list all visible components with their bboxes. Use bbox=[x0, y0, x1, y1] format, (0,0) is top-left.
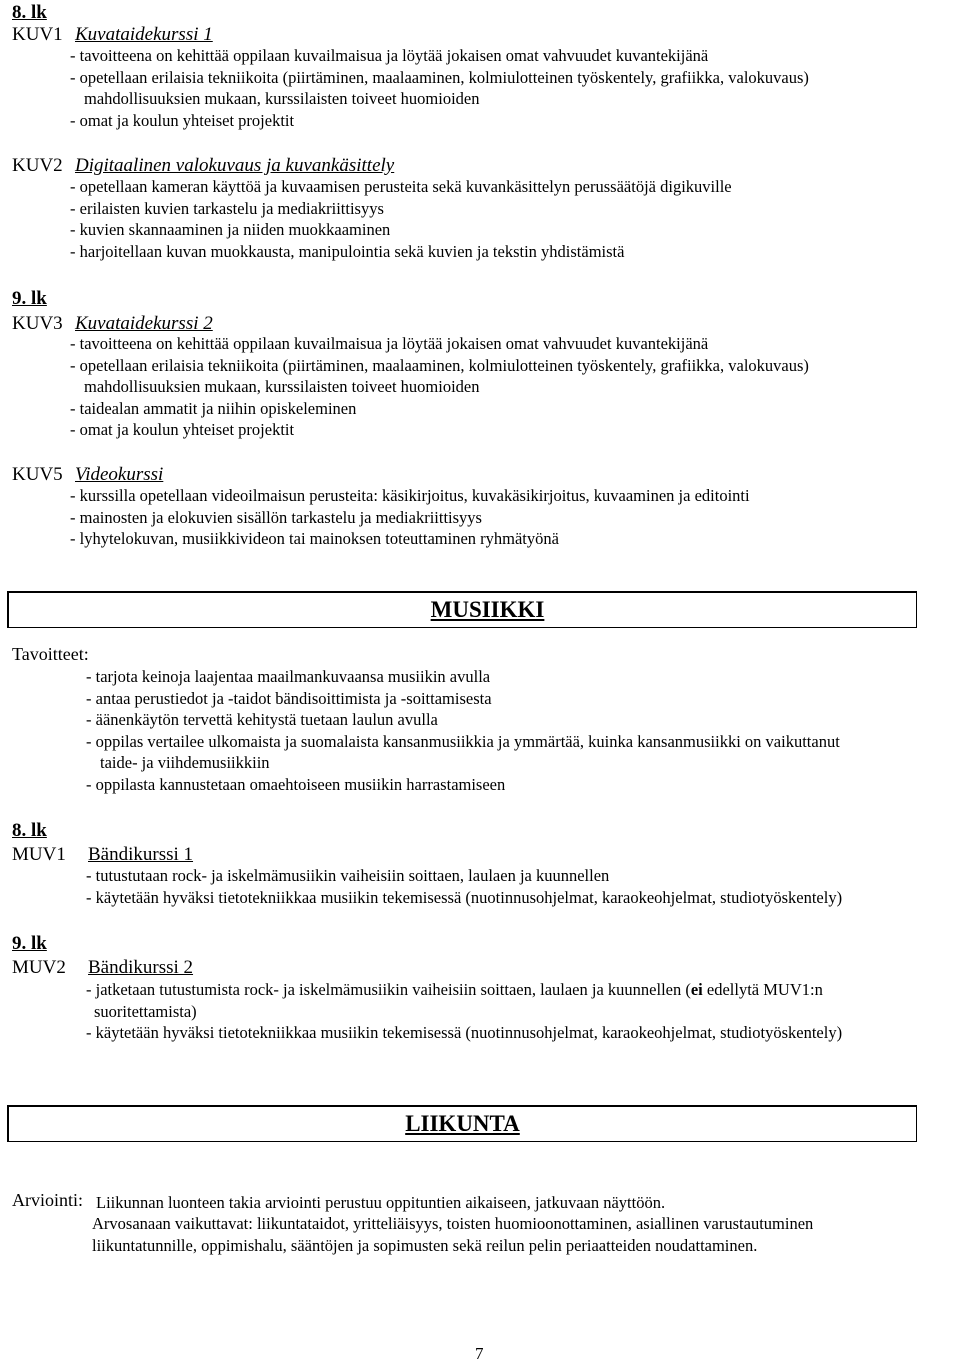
course-lines-kuv2 bbox=[70, 176, 732, 262]
course-code-kuv2: KUV2 bbox=[12, 155, 63, 176]
grade-heading-9: 9. lk bbox=[12, 288, 47, 309]
grade-heading-8-music: 8. lk bbox=[12, 820, 47, 841]
list-item: - opetellaan erilaisia tekniikoita (piirtäminen, maalaaminen, kolmiulotteinen työskentely, grafiikka, valokuvaus) bbox=[70, 67, 809, 87]
course-title-muv1: Bändikurssi 1 bbox=[88, 844, 194, 865]
list-item: - käytetään hyväksi tietotekniikkaa musiikin tekemisessä (nuotinnusohjelmat, karaokeohjelmat, studiotyöskentely) bbox=[86, 887, 843, 907]
goals-list bbox=[86, 666, 840, 795]
course-code-kuv5: KUV5 bbox=[12, 464, 63, 485]
list-item: taide- ja viihdemusiikkiin bbox=[100, 753, 270, 772]
list-item: - oppilasta kannustetaan omaehtoiseen musiikin harrastamiseen bbox=[86, 774, 506, 794]
course-title-muv2: Bändikurssi 2 bbox=[88, 957, 194, 978]
liikunta-line-3: liikuntatunnille, oppimishalu, sääntöjen ja sopimusten sekä reilun pelin periaatteiden noudattaminen. bbox=[92, 1236, 758, 1255]
list-item: - opetellaan erilaisia tekniikoita (piirtäminen, maalaaminen, kolmiulotteinen työskentely, grafiikka, valokuvaus) bbox=[70, 355, 809, 375]
list-item: - harjoitellaan kuvan muokkausta, manipulointia sekä kuvien ja tekstin yhdistämistä bbox=[70, 241, 625, 261]
course-lines-kuv5 bbox=[70, 485, 750, 550]
goals-label: Tavoitteet: bbox=[12, 644, 89, 664]
course-lines-muv2 bbox=[86, 979, 842, 1044]
course-code-kuv3: KUV3 bbox=[12, 313, 63, 334]
arviointi-label: Arviointi: bbox=[12, 1190, 83, 1210]
course-code-muv2: MUV2 bbox=[12, 957, 66, 978]
course-title-kuv3: Kuvataidekurssi 2 bbox=[75, 313, 213, 334]
muv2-line1-pre: - jatketaan tutustumista rock- ja iskelmämusiikin vaiheisiin soittaen, laulaen ja kuunnellen ( bbox=[86, 980, 691, 999]
course-title-kuv1: Kuvataidekurssi 1 bbox=[75, 24, 213, 45]
liikunta-banner bbox=[7, 1105, 917, 1142]
list-item: - tarjota keinoja laajentaa maailmankuvaansa musiikin avulla bbox=[86, 667, 491, 686]
list-item: - omat ja koulun yhteiset projektit bbox=[70, 420, 295, 439]
course-code-kuv1: KUV1 bbox=[12, 24, 63, 45]
muv2-line1-bold: ei bbox=[690, 980, 703, 999]
liikunta-line-1: Liikunnan luonteen takia arviointi perustuu oppituntien aikaiseen, jatkuvaan näyttöön. bbox=[96, 1193, 666, 1212]
list-item: - tutustutaan rock- ja iskelmämusiikin vaiheisiin soittaen, laulaen ja kuunnellen bbox=[86, 866, 610, 885]
list-item: - omat ja koulun yhteiset projektit bbox=[70, 110, 295, 130]
list-item: - oppilas vertailee ulkomaista ja suomalaista kansanmusiikkia ja ymmärtää, kuinka kansanmusiikki on vaikuttanut bbox=[86, 731, 840, 751]
list-item: - kuvien skannaaminen ja niiden muokkaaminen bbox=[70, 220, 391, 239]
list-item: - äänenkäytön tervettä kehitystä tuetaan laulun avulla bbox=[86, 710, 438, 729]
course-lines-kuv3 bbox=[70, 333, 809, 441]
list-item: mahdollisuuksien mukaan, kurssilaisten toiveet huomioiden bbox=[84, 89, 480, 108]
list-item: - tavoitteena on kehittää oppilaan kuvailmaisua ja löytää jokaisen omat vahvuudet kuvantekijänä bbox=[70, 46, 709, 65]
list-item: - antaa perustiedot ja -taidot bändisoittimista ja -soittamisesta bbox=[86, 688, 492, 708]
course-lines-kuv1 bbox=[70, 45, 809, 131]
list-item: - tavoitteena on kehittää oppilaan kuvailmaisua ja löytää jokaisen omat vahvuudet kuvantekijänä bbox=[70, 334, 709, 353]
muv2-line1-post: edellytä MUV1:n bbox=[702, 980, 823, 999]
page-number: 7 bbox=[475, 1344, 484, 1363]
course-code-muv1: MUV1 bbox=[12, 844, 66, 865]
musiikki-banner bbox=[7, 591, 917, 628]
grade-heading-8: 8. lk bbox=[12, 2, 47, 23]
musiikki-heading: MUSIIKKI bbox=[430, 597, 545, 622]
course-lines-muv1 bbox=[86, 865, 842, 908]
list-item: - erilaisten kuvien tarkastelu ja mediakriittisyys bbox=[70, 198, 384, 218]
list-item: - opetellaan kameran käyttöä ja kuvaamisen perusteita sekä kuvankäsittelyn perussäätöjä digikuville bbox=[70, 177, 732, 196]
grade-heading-9-music: 9. lk bbox=[12, 933, 47, 954]
liikunta-line-2: Arvosanaan vaikuttavat: liikuntataidot, yritteliäisyys, toisten huomioonottaminen, asiallinen varustautuminen bbox=[92, 1214, 814, 1233]
course-title-kuv2: Digitaalinen valokuvaus ja kuvankäsittely bbox=[75, 155, 395, 176]
course-title-kuv5: Videokurssi bbox=[75, 464, 164, 485]
list-item: - mainosten ja elokuvien sisällön tarkastelu ja mediakriittisyys bbox=[70, 507, 482, 527]
list-item: - käytetään hyväksi tietotekniikkaa musiikin tekemisessä (nuotinnusohjelmat, karaokeohjelmat, studiotyöskentely) bbox=[86, 1023, 843, 1042]
liikunta-heading: LIIKUNTA bbox=[405, 1111, 520, 1136]
list-item: - kurssilla opetellaan videoilmaisun perusteita: käsikirjoitus, kuvakäsikirjoitus, kuvaaminen ja editointi bbox=[70, 486, 750, 505]
list-item: - taidealan ammatit ja niihin opiskeleminen bbox=[70, 398, 357, 418]
list-item: suoritettamista) bbox=[94, 1001, 197, 1021]
list-item: mahdollisuuksien mukaan, kurssilaisten toiveet huomioiden bbox=[84, 377, 480, 396]
list-item: - lyhytelokuvan, musiikkivideon tai mainoksen toteuttaminen ryhmätyönä bbox=[70, 529, 559, 548]
list-item bbox=[86, 979, 842, 1001]
